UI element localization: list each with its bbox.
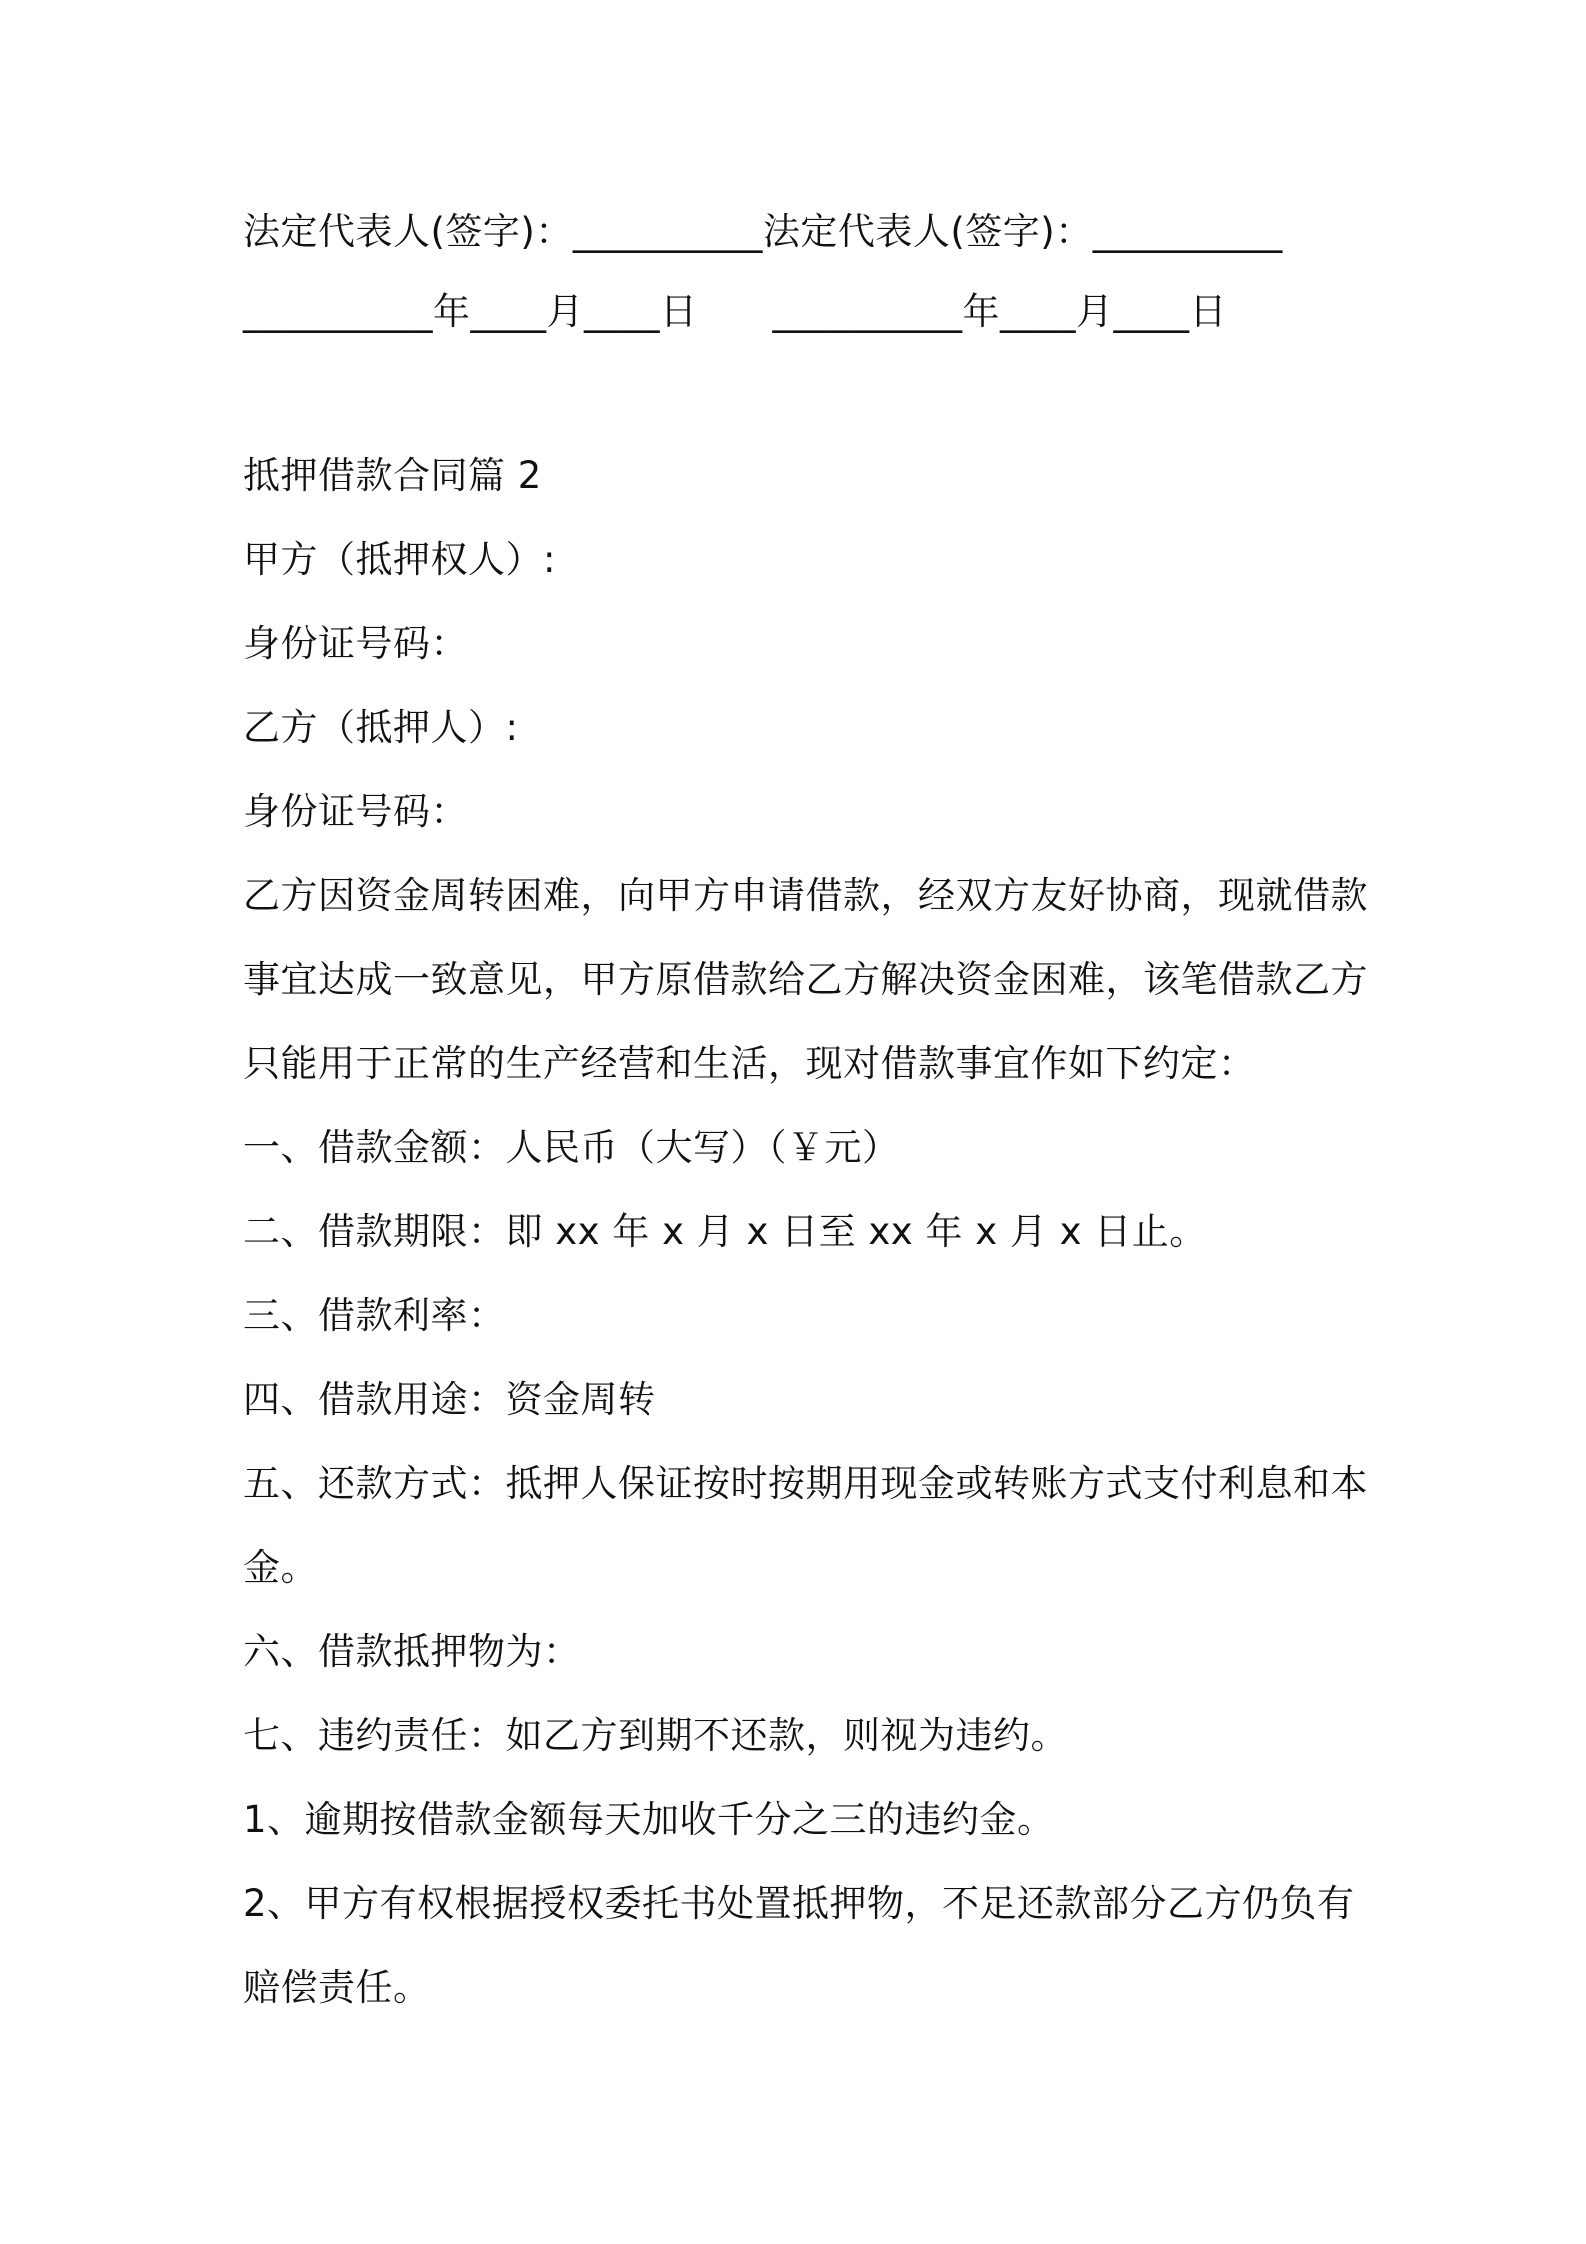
clause-loan-term: 二、借款期限：即 xx 年 x 月 x 日至 xx 年 x 月 x 日止。 (243, 1210, 1207, 1253)
clause-repayment-method: 五、还款方式：抵押人保证按时按期用现金或转账方式支付利息和本 (243, 1462, 1368, 1505)
section-title: 抵押借款合同篇 2 (243, 454, 542, 497)
clause-interest-rate: 三、借款利率： (243, 1294, 506, 1337)
clause-repayment-method-cont: 金。 (243, 1546, 318, 1589)
party-a-id-line: 身份证号码： (243, 622, 468, 665)
party-a-line: 甲方（抵押权人）: (243, 538, 556, 581)
intro-paragraph-line: 事宜达成一致意见，甲方原借款给乙方解决资金困难，该笔借款乙方 (243, 958, 1368, 1001)
clause-loan-purpose: 四、借款用途：资金周转 (243, 1378, 656, 1421)
clause-breach-item-1: 1、逾期按借款金额每天加收千分之三的违约金。 (243, 1798, 1055, 1841)
signature-line-dates: __________年____月____日 __________年____月____日 (243, 290, 1227, 333)
clause-breach-item-2-cont: 赔偿责任。 (243, 1966, 431, 2009)
intro-paragraph-line: 只能用于正常的生产经营和生活，现对借款事宜作如下约定： (243, 1042, 1256, 1085)
signature-line-representatives: 法定代表人(签字)：__________法定代表人(签字)：__________ (243, 210, 1283, 253)
clause-loan-amount: 一、借款金额：人民币（大写）（￥元） (243, 1126, 900, 1169)
party-b-id-line: 身份证号码： (243, 790, 468, 833)
clause-collateral: 六、借款抵押物为： (243, 1630, 581, 1673)
party-b-line: 乙方（抵押人）: (243, 706, 519, 749)
clause-breach-item-2: 2、甲方有权根据授权委托书处置抵押物，不足还款部分乙方仍负有 (243, 1882, 1355, 1925)
intro-paragraph-line: 乙方因资金周转困难，向甲方申请借款，经双方友好协商，现就借款 (243, 874, 1368, 917)
clause-breach-liability: 七、违约责任：如乙方到期不还款，则视为违约。 (243, 1714, 1068, 1757)
